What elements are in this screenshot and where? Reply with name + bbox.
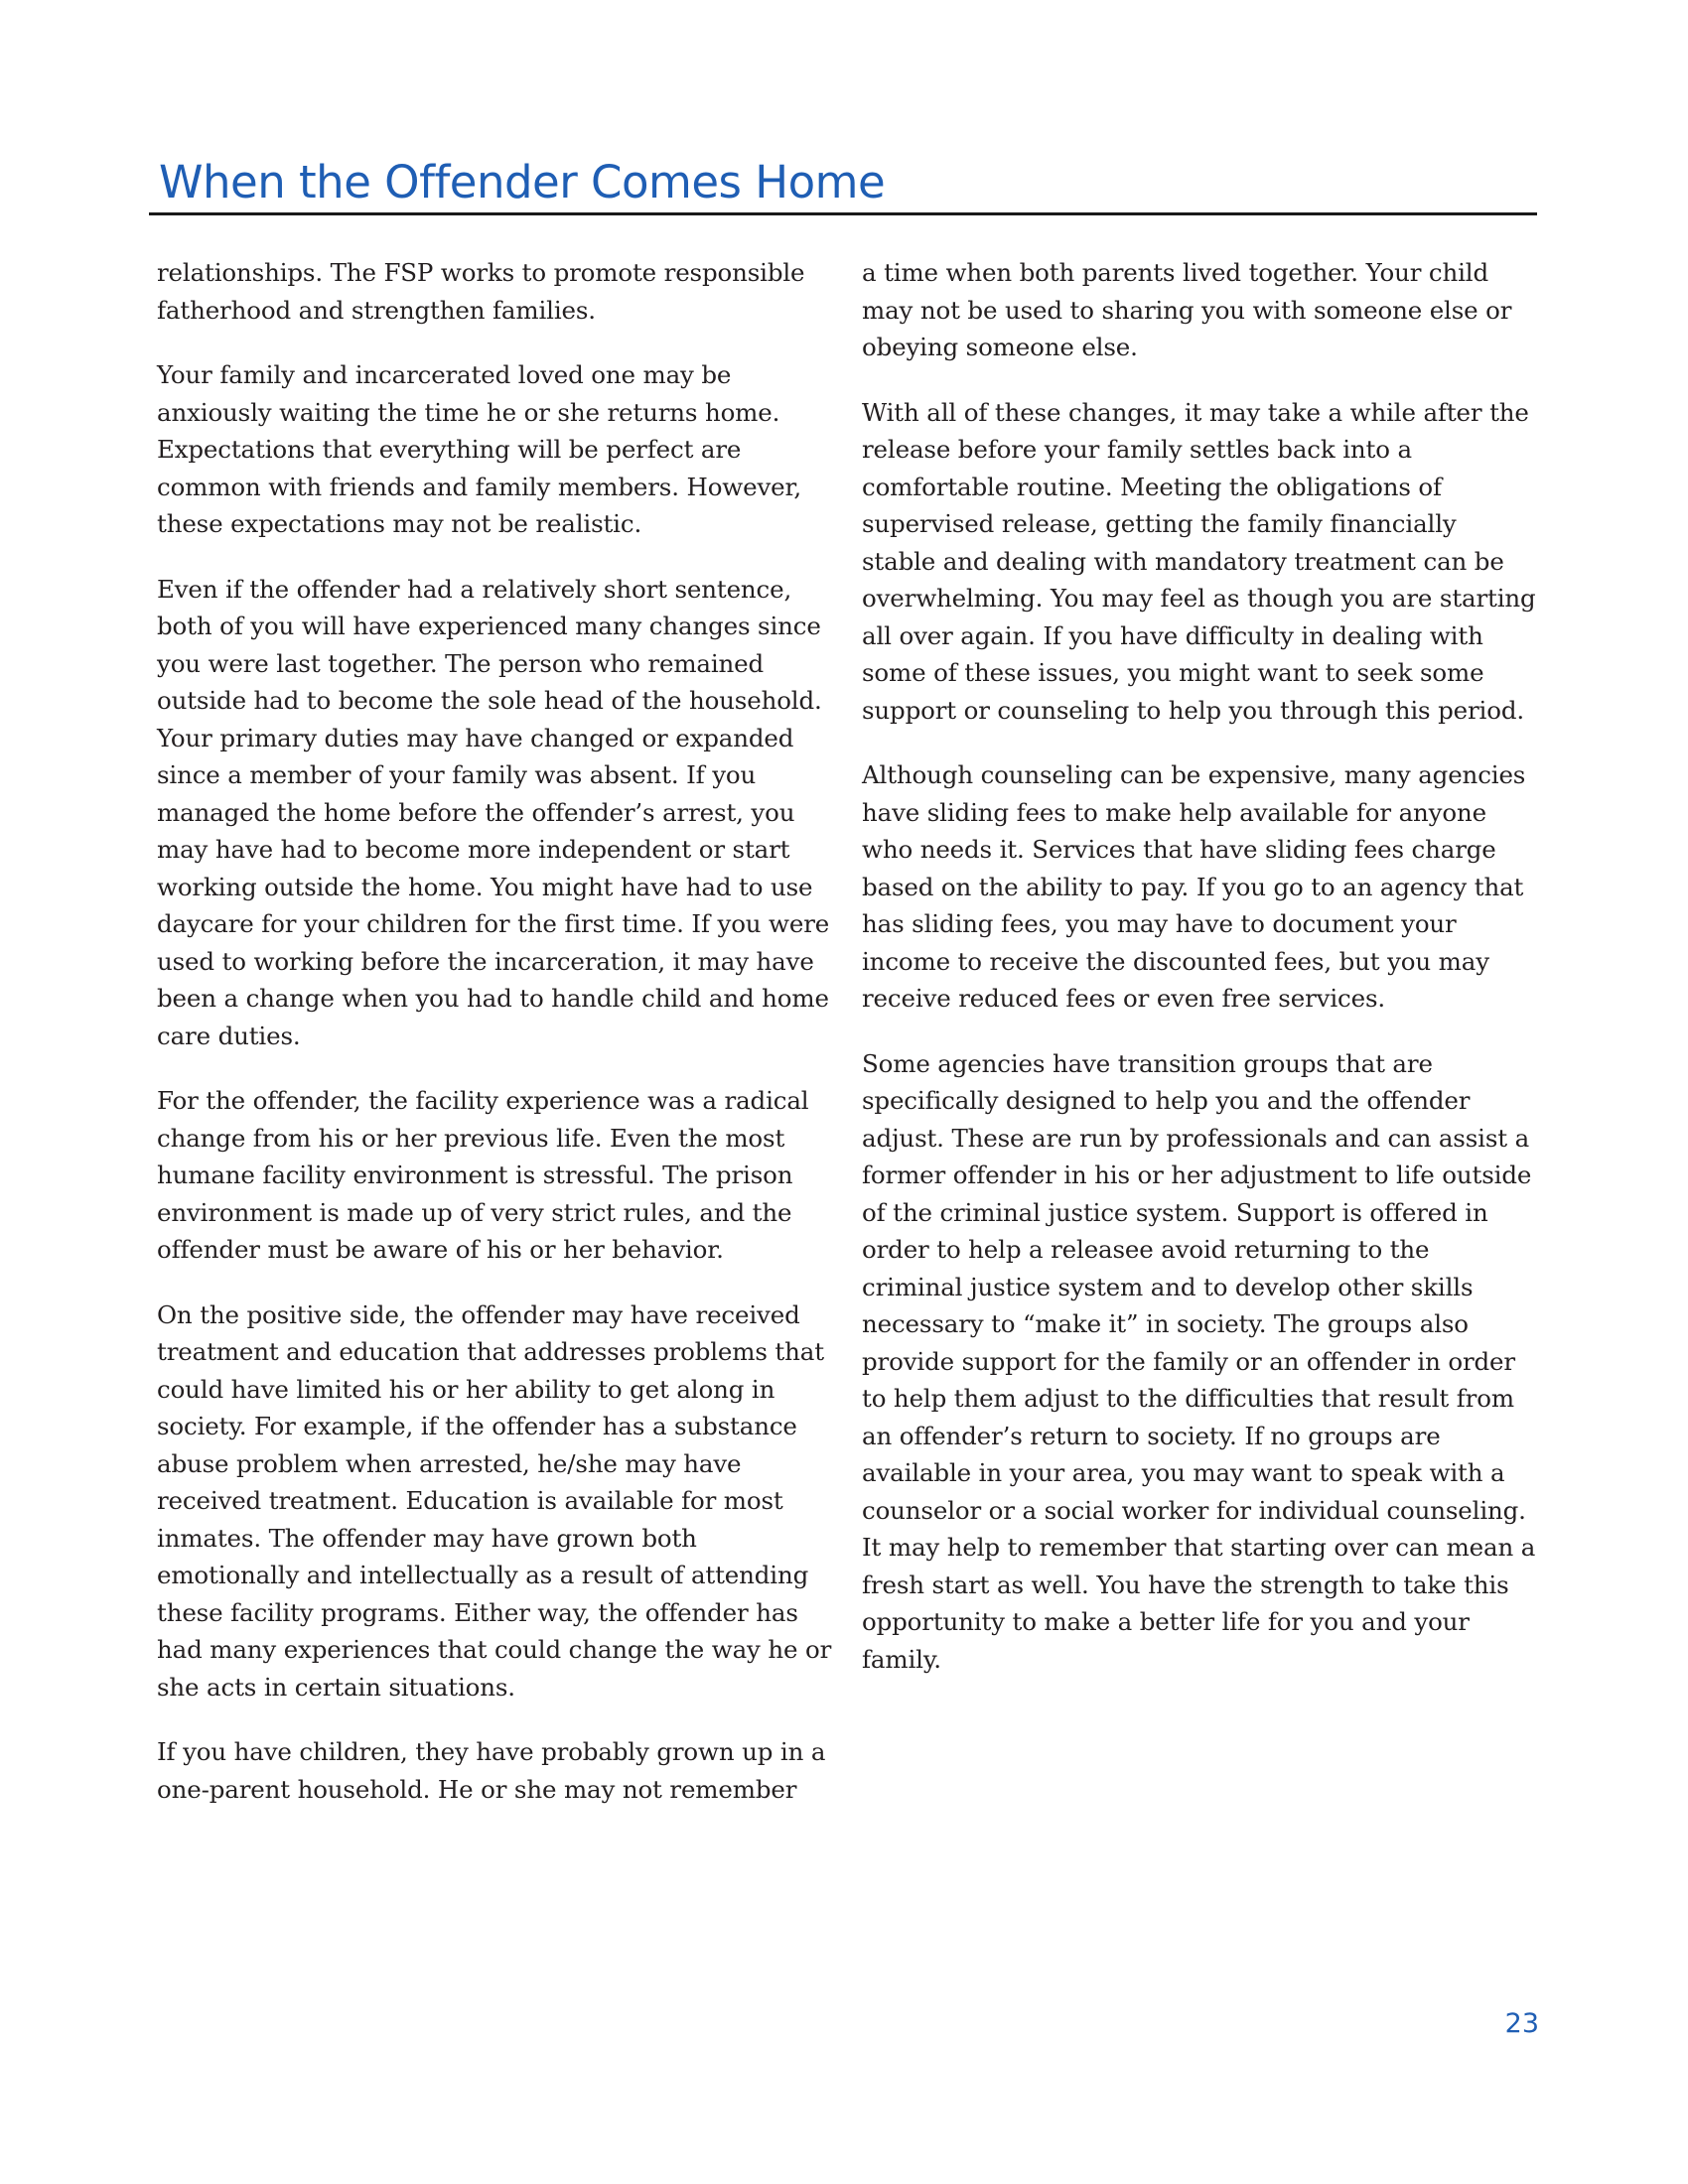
paragraph: With all of these changes, it may take a while after the release before your family settles back into a comfortable routine. Meeting the obligations of supervised release, getting the family financially stable and dealing with mandatory treatment can be overwhelming. You may feel as though you are starting all over again. If you have difficulty in dealing with some of these issues, you might want to seek some support or counseling to help you through this period.: [862, 397, 1536, 725]
paragraph: For the offender, the facility experience was a radical change from his or her previous life. Even the most humane facility environment is stressful. The prison environment is made up of very strict rules, and the offender must be aware of his or her behavior.: [157, 1086, 809, 1264]
paragraph: Some agencies have transition groups that are specifically designed to help you and the offender adjust. These are run by professionals and can assist a former offender in his or her adjustment to life outside of the criminal justice system. Support is offered in order to help a releasee avoid returning to the criminal justice system and to develop other skills necessary to “make it” in society. The groups also provide support for the family or an offender in order to help them adjust to the difficulties that result from an offender’s return to society. If no groups are available in your area, you may want to speak with a counselor or a social worker for individual counseling. It may help to remember that starting over can mean a fresh start as well. You have the strength to take this opportunity to make a better life for you and your family.: [862, 1048, 1536, 1674]
paragraph: Your family and incarcerated loved one may be anxiously waiting the time he or she returns home. Expectations that everything will be perfect are common with friends and family members. However, these expectations may not be realistic.: [157, 360, 802, 538]
paragraph: If you have children, they have probably grown up in a one-parent household. He or she may not remember: [157, 1737, 826, 1804]
paragraph: Although counseling can be expensive, many agencies have sliding fees to make help available for anyone who needs it. Services that have sliding fees charge based on the ability to pay. If you go to an agency that has sliding fees, you may have to document your income to receive the discounted fees, but you may receive reduced fees or even free services.: [862, 760, 1526, 1013]
paragraph: On the positive side, the offender may have received treatment and education that addresses problems that could have limited his or her ability to get along in society. For example, if the offender has a substance abuse problem when arrested, he/she may have received treatment. Education is available for most inmates. The offender may have grown both emotionally and intellectually as a result of attending these facility programs. Either way, the offender has had many experiences that could change the way he or she acts in certain situations.: [157, 1299, 832, 1702]
page-header: [149, 153, 1537, 215]
right-column: [862, 254, 1537, 1706]
paragraph: a time when both parents lived together. Your child may not be used to sharing you with someone else or obeying someone else.: [862, 258, 1512, 361]
paragraph: Even if the offender had a relatively short sentence, both of you will have experienced many changes since you were last together. The person who remained outside had to become the sole head of the household. Your primary duties may have changed or expanded since a member of your family was absent. If you managed the home before the offender’s arrest, you may have had to become more independent or start working outside the home. You might have had to use daycare for your children for the first time. If you were used to working before the incarceration, it may have been a change when you had to handle child and home care duties.: [157, 574, 830, 1050]
page-title: When the Offender Comes Home: [159, 156, 886, 208]
paragraph: relationships. The FSP works to promote responsible fatherhood and strengthen families.: [157, 258, 805, 325]
page-number: 23: [1504, 2008, 1539, 2039]
left-column: [157, 254, 832, 1836]
